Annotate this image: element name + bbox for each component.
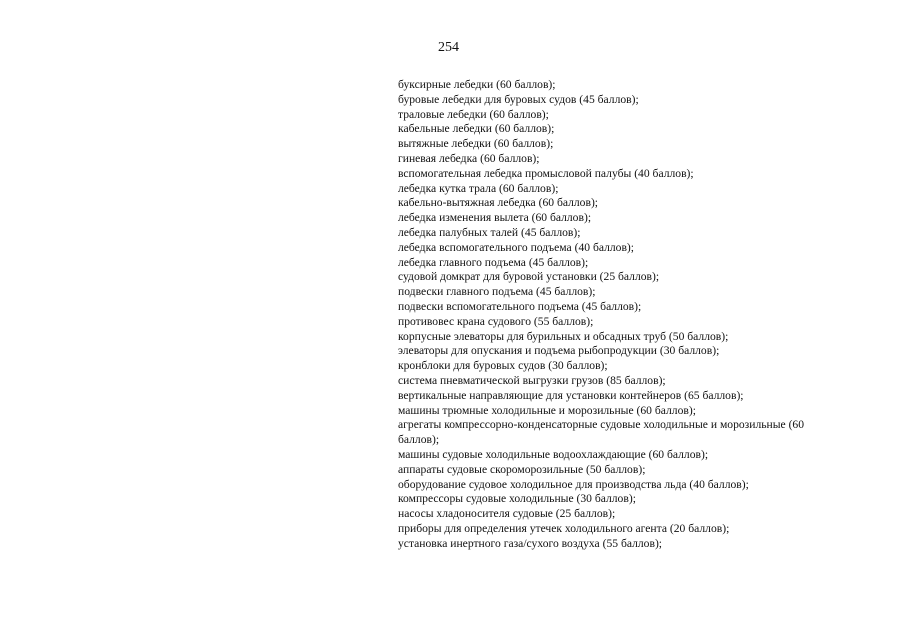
- list-item: буксирные лебедки (60 баллов);: [398, 78, 556, 91]
- list-item: траловые лебедки (60 баллов);: [398, 107, 549, 121]
- list-item: кабельные лебедки (60 баллов);: [398, 122, 555, 136]
- list-item: установка инертного газа/сухого воздуха (55 баллов);: [398, 536, 663, 550]
- list-item: вытяжные лебедки (60 баллов);: [398, 137, 554, 151]
- list-item: кронблоки для буровых судов (30 баллов);: [398, 359, 608, 373]
- list-item: кабельно-вытяжная лебедка (60 баллов);: [398, 196, 599, 210]
- list-item: судовой домкрат для буровой установки (25 баллов);: [398, 270, 660, 284]
- list-item: гиневая лебедка (60 баллов);: [398, 151, 540, 165]
- list-item: оборудование судовое холодильное для производства льда (40 баллов);: [398, 477, 749, 491]
- list-item: лебедка палубных талей (45 баллов);: [398, 225, 581, 239]
- list-item: лебедка вспомогательного подъема (40 баллов);: [398, 240, 635, 254]
- page-number: 254: [438, 40, 459, 55]
- list-item: аппараты судовые скороморозильные (50 баллов);: [398, 462, 646, 476]
- list-item: подвески вспомогательного подъема (45 баллов);: [398, 299, 642, 313]
- list-item: лебедка изменения вылета (60 баллов);: [398, 211, 592, 225]
- list-item: элеваторы для опускания и подъема рыбопродукции (30 баллов);: [398, 344, 720, 358]
- list-item: противовес крана судового (55 баллов);: [398, 314, 594, 328]
- list-item: агрегаты компрессорно-конденсаторные судовые холодильные и морозильные (60 баллов);: [398, 418, 805, 447]
- list-item: буровые лебедки для буровых судов (45 баллов);: [398, 92, 639, 106]
- list-item: вертикальные направляющие для установки контейнеров (65 баллов);: [398, 388, 744, 402]
- list-item: вспомогательная лебедка промысловой палубы (40 баллов);: [398, 166, 694, 180]
- list-item: насосы хладоносителя судовые (25 баллов);: [398, 507, 616, 521]
- list-item: машины судовые холодильные водоохлаждающие (60 баллов);: [398, 447, 709, 461]
- list-item: машины трюмные холодильные и морозильные (60 баллов);: [398, 403, 696, 417]
- list-item: лебедка главного подъема (45 баллов);: [398, 255, 589, 269]
- equipment-list: [398, 78, 843, 552]
- list-item: лебедка кутка трала (60 баллов);: [398, 181, 559, 195]
- list-item: система пневматической выгрузки грузов (85 баллов);: [398, 373, 666, 387]
- list-item: компрессоры судовые холодильные (30 баллов);: [398, 492, 636, 506]
- list-item: приборы для определения утечек холодильного агента (20 баллов);: [398, 521, 730, 535]
- list-item: корпусные элеваторы для бурильных и обсадных труб (50 баллов);: [398, 329, 729, 343]
- list-item: подвески главного подъема (45 баллов);: [398, 285, 596, 299]
